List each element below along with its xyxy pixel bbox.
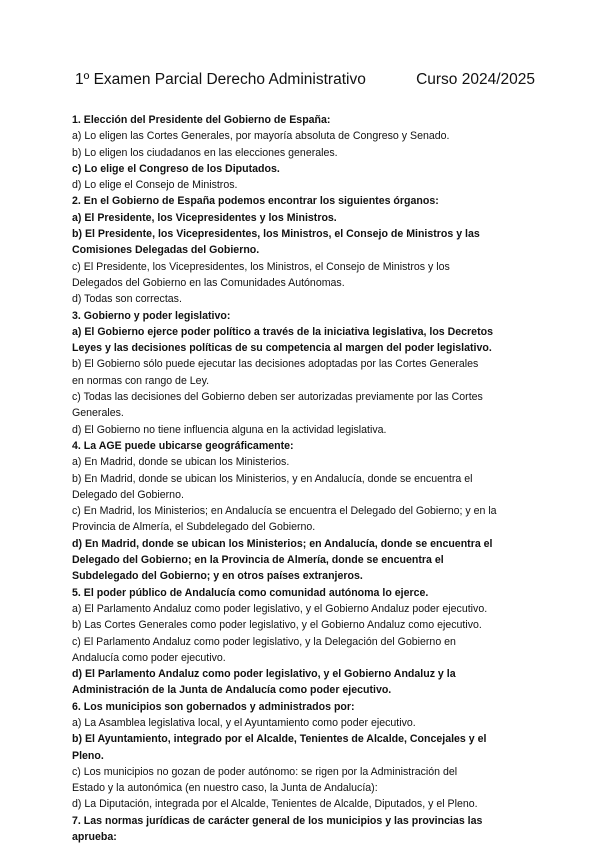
bold-text-line: 4. La AGE puede ubicarse geográficamente: [72, 439, 294, 452]
text-line: Delegado del Gobierno. [72, 488, 184, 501]
text-line: d) La Diputación, integrada por el Alcalde, Tenientes de Alcalde, Diputados, y el Pleno. [72, 798, 478, 811]
bold-text-line: 1. Elección del Presidente del Gobierno de España: [72, 114, 331, 126]
page-title [75, 71, 535, 89]
text-line: en normas con rango de Ley. [72, 374, 210, 387]
text-line: b) El Gobierno sólo puede ejecutar las decisiones adoptadas por las Cortes Generales [72, 358, 479, 371]
text-line: d) Todas son correctas. [72, 293, 182, 306]
exam-title: 1º Examen Parcial Derecho Administrativo [75, 71, 366, 88]
text-line: c) El Parlamento Andaluz como poder legislativo, y la Delegación del Gobierno en [72, 635, 456, 648]
course-label: Curso 2024/2025 [416, 71, 535, 88]
text-line: a) La Asamblea legislativa local, y el Ayuntamiento como poder ejecutivo. [72, 716, 416, 729]
text-line: a) El Parlamento Andaluz como poder legislativo, y el Gobierno Andaluz poder ejecutivo. [72, 602, 488, 615]
bold-text-line: b) El Presidente, los Vicepresidentes, los Ministros, el Consejo de Ministros y las [72, 228, 480, 241]
bold-text-line: Pleno. [72, 749, 104, 762]
text-line: d) Lo elige el Consejo de Ministros. [72, 179, 238, 192]
bold-text-line: a) El Gobierno ejerce poder político a través de la iniciativa legislativa, los Decretos [72, 325, 493, 338]
bold-text-line: a) El Presidente, los Vicepresidentes y los Ministros. [72, 211, 337, 224]
bold-text-line: d) En Madrid, donde se ubican los Ministerios; en Andalucía, donde se encuentra el [72, 537, 493, 550]
text-line: Delegados del Gobierno en las Comunidades Autónomas. [72, 276, 345, 289]
text-line: d) El Gobierno no tiene influencia alguna en la actividad legislativa. [72, 423, 387, 436]
bold-text-line: d) El Parlamento Andaluz como poder legislativo, y el Gobierno Andaluz y la [72, 668, 456, 681]
bold-text-line: aprueba: [72, 831, 117, 844]
text-line: c) El Presidente, los Vicepresidentes, los Ministros, el Consejo de Ministros y los [72, 260, 450, 273]
bold-text-line: Subdelegado del Gobierno; y en otros países extranjeros. [72, 570, 363, 583]
text-line: b) Las Cortes Generales como poder legislativo, y el Gobierno Andaluz como ejecutivo. [72, 619, 482, 632]
bold-text-line: 3. Gobierno y poder legislativo: [72, 309, 231, 322]
text-line: Generales. [72, 407, 124, 420]
bold-text-line: c) Lo elige el Congreso de los Diputados. [72, 162, 280, 175]
bold-text-line: 5. El poder público de Andalucía como comunidad autónoma lo ejerce. [72, 586, 429, 599]
exam-questions [72, 112, 534, 845]
bold-text-line: Administración de la Junta de Andalucía como poder ejecutivo. [72, 684, 392, 697]
text-line: Andalucía como poder ejecutivo. [72, 651, 226, 664]
bold-text-line: Leyes y las decisiones políticas de su competencia al margen del poder legislativo. [72, 342, 492, 355]
text-line: b) Lo eligen los ciudadanos en las elecciones generales. [72, 146, 338, 159]
bold-text-line: Comisiones Delegadas del Gobierno. [72, 244, 260, 257]
bold-text-line: 7. Las normas jurídicas de carácter general de los municipios y las provincias las [72, 814, 483, 827]
bold-text-line: 2. En el Gobierno de España podemos encontrar los siguientes órganos: [72, 195, 439, 208]
bold-text-line: b) El Ayuntamiento, integrado por el Alcalde, Tenientes de Alcalde, Concejales y el [72, 733, 487, 746]
text-line: Estado y la autonómica (en nuestro caso, la Junta de Andalucía): [72, 782, 378, 795]
text-line: c) Todas las decisiones del Gobierno deben ser autorizadas previamente por las Cortes [72, 391, 483, 404]
bold-text-line: Delegado del Gobierno; en la Provincia de Almería, donde se encuentra el [72, 554, 444, 567]
text-line: c) Los municipios no gozan de poder autónomo: se rigen por la Administración del [72, 765, 458, 778]
text-line: Provincia de Almería, el Subdelegado del Gobierno. [72, 521, 316, 534]
text-line: c) En Madrid, los Ministerios; en Andalucía se encuentra el Delegado del Gobierno; y en la [72, 505, 497, 518]
bold-text-line: 6. Los municipios son gobernados y administrados por: [72, 700, 355, 713]
text-line: a) Lo eligen las Cortes Generales, por mayoría absoluta de Congreso y Senado. [72, 130, 450, 143]
text-line: a) En Madrid, donde se ubican los Ministerios. [72, 456, 290, 469]
text-line: b) En Madrid, donde se ubican los Ministerios, y en Andalucía, donde se encuentra el [72, 472, 473, 485]
